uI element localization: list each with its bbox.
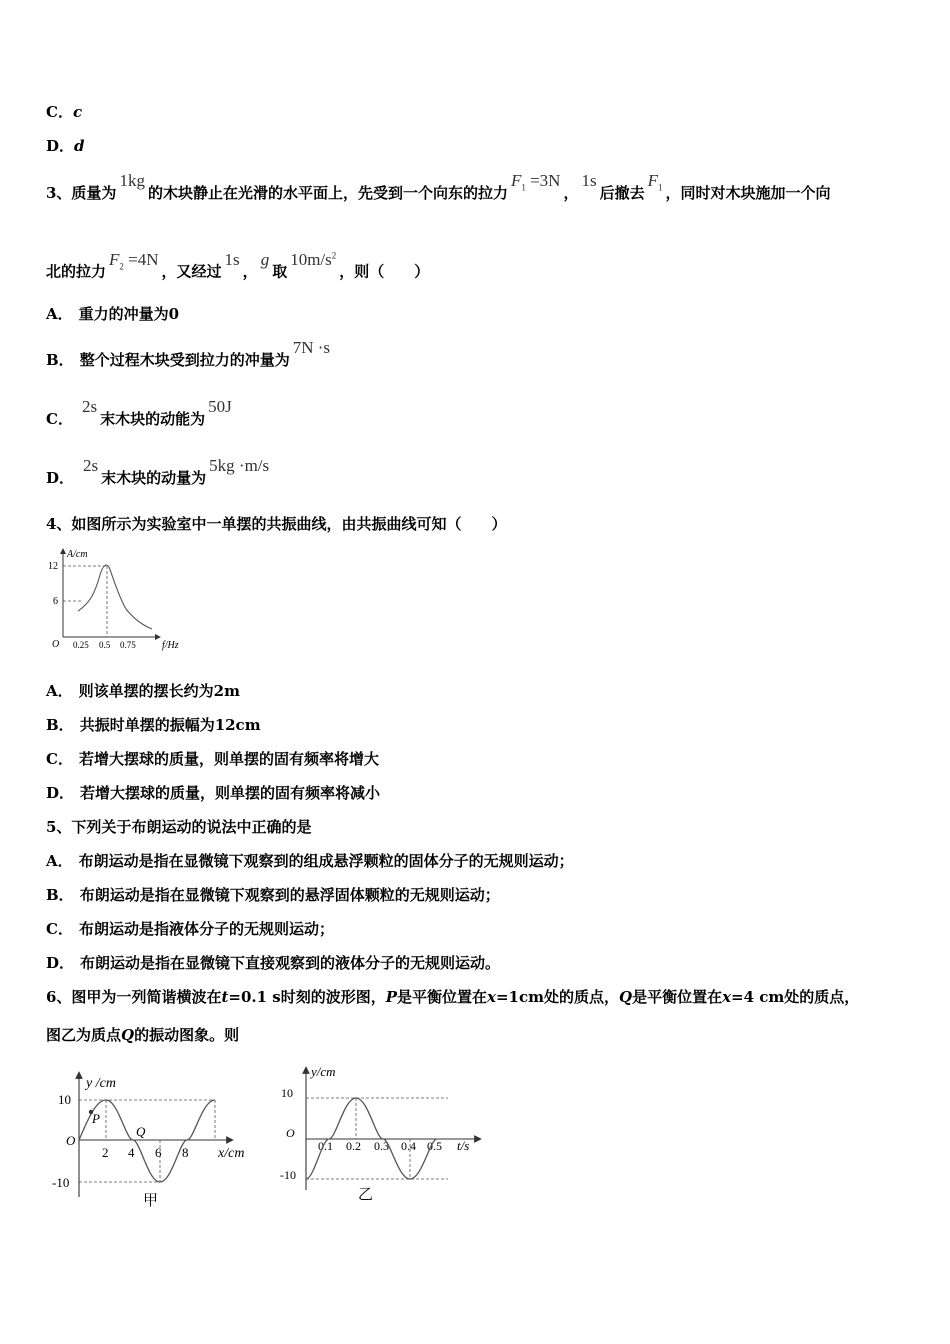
- option-text: c: [72, 103, 83, 121]
- t-tick-03: 0.3: [374, 1139, 389, 1153]
- q3-stem-line2: [46, 249, 430, 288]
- stem-text: 的木块静止在光滑的水平面上，先受到一个向东的拉力: [147, 184, 508, 202]
- stem-variable: t: [221, 988, 229, 1006]
- q3-stem-line1: [46, 171, 831, 209]
- origin-label: O: [66, 1133, 76, 1148]
- stem-text: 后撤去: [599, 184, 645, 202]
- stem-text: 5、下列关于布朗运动的说法中正确的是: [46, 818, 312, 836]
- math-mass: 1kg: [119, 171, 145, 190]
- stem-text: 是平衡位置在: [632, 988, 723, 1006]
- x-axis-label: f/Hz: [162, 640, 179, 651]
- stem-text: ，则（ ）: [339, 262, 430, 281]
- stem-variable: x: [487, 988, 496, 1006]
- math-subscript: 1: [521, 182, 526, 193]
- math-acceleration: [290, 250, 336, 269]
- origin-label: O: [52, 639, 60, 650]
- resonance-curve: [78, 565, 152, 629]
- option-label: C．: [46, 410, 73, 428]
- x-tick-025: 0.25: [73, 640, 89, 650]
- option-text: 布朗运动是指在显微镜下直接观察到的液体分子的无规则运动。: [80, 954, 501, 972]
- x-tick-05: 0.5: [99, 640, 111, 650]
- math-subscript: 2: [119, 261, 124, 272]
- option-text: 布朗运动是指在显微镜下观察到的悬浮固体颗粒的无规则运动；: [79, 886, 500, 904]
- option-text: 末木块的动量为: [101, 469, 207, 487]
- option-label: D．: [46, 137, 75, 155]
- q4-option-a: [46, 681, 240, 701]
- q5-stem: [46, 817, 311, 837]
- y-axis-label: y/cm: [311, 1064, 336, 1079]
- option-label: A．: [46, 682, 73, 700]
- option-label: D．: [46, 954, 75, 972]
- x-tick-8: 8: [182, 1145, 189, 1160]
- q4-stem: [46, 514, 506, 534]
- math-force-symbol: [647, 171, 663, 193]
- origin-label: O: [286, 1126, 295, 1140]
- vibration-graph-yi: [280, 1062, 495, 1207]
- x-axis-label: x/cm: [218, 1146, 245, 1161]
- y-axis-label: y /cm: [86, 1076, 116, 1091]
- option-label: B．: [46, 886, 74, 904]
- q4-option-c: [46, 749, 379, 769]
- stem-text: 3、质量为: [46, 184, 117, 202]
- resonance-curve-figure: [40, 545, 200, 655]
- y-tick-12: 12: [48, 561, 58, 572]
- q5-option-b: [46, 885, 500, 905]
- q5-option-c: [46, 919, 334, 939]
- math-symbol: F: [510, 171, 522, 190]
- point-p-label: P: [92, 1111, 100, 1126]
- math-value: 10m/s: [290, 249, 332, 269]
- option-text: 若增大摆球的质量，则单摆的固有频率将增大: [78, 750, 379, 768]
- stem-text: 取: [272, 262, 288, 281]
- wave-graph-jia: [40, 1065, 280, 1210]
- q2-option-d: [46, 136, 85, 156]
- math-force-f2: [109, 249, 159, 272]
- stem-text: =0.1 s时刻的波形图，: [228, 988, 386, 1006]
- math-gravity: g: [260, 249, 270, 269]
- option-label: B．: [46, 716, 74, 734]
- x-tick-2: 2: [102, 1145, 109, 1160]
- x-tick-6: 6: [155, 1145, 162, 1160]
- stem-text: ，: [563, 184, 579, 202]
- stem-variable: x: [722, 988, 732, 1006]
- stem-text: =1cm处的质点，: [495, 988, 619, 1006]
- option-text: 末木块的动能为: [100, 410, 206, 428]
- stem-text: ，: [242, 262, 258, 281]
- math-superscript: 2: [331, 250, 337, 260]
- math-time: 1s: [224, 249, 240, 269]
- math-value: =4N: [123, 249, 159, 269]
- stem-text: ，同时对木块施加一个向: [665, 184, 831, 202]
- q3-option-c: [46, 397, 235, 429]
- stem-text: 北的拉力: [46, 262, 107, 281]
- q6-stem-line2: [46, 1025, 239, 1045]
- point-q-label: Q: [136, 1124, 146, 1139]
- stem-text: ，又经过: [161, 262, 222, 281]
- stem-variable: Q: [619, 988, 633, 1006]
- math-force-f1: [510, 171, 561, 193]
- q4-option-d: [46, 783, 380, 803]
- math-symbol: F: [647, 171, 659, 190]
- option-text: 布朗运动是指液体分子的无规则运动；: [78, 920, 334, 938]
- y-tick-minus10: -10: [52, 1175, 70, 1190]
- option-label: A．: [46, 305, 73, 323]
- stem-text: 的振动图象。则: [134, 1026, 240, 1044]
- option-label: D．: [46, 469, 75, 487]
- option-label: C．: [46, 920, 73, 938]
- q6-stem-line1: [46, 987, 859, 1007]
- option-text: d: [74, 137, 85, 155]
- option-text: 整个过程木块受到拉力的冲量为: [79, 351, 290, 369]
- t-axis-label: t/s: [457, 1138, 470, 1153]
- math-value: =3N: [525, 171, 561, 190]
- q4-option-b: [46, 715, 261, 735]
- t-tick-04: 0.4: [401, 1139, 416, 1153]
- option-label: B．: [46, 351, 74, 369]
- stem-variable: Q: [121, 1026, 135, 1044]
- option-label: C．: [46, 750, 73, 768]
- math-time: 1s: [581, 171, 597, 190]
- option-text: 布朗运动是指在显微镜下观察到的组成悬浮颗粒的固体分子的无规则运动；: [78, 852, 574, 870]
- t-tick-01: 0.1: [318, 1139, 333, 1153]
- option-text: 共振时单摆的振幅为12cm: [79, 716, 261, 734]
- option-math-pre: 2s: [83, 456, 99, 475]
- option-math: 7N ·s: [292, 338, 331, 357]
- q5-option-d: [46, 953, 500, 973]
- option-label: A．: [46, 852, 73, 870]
- t-tick-05: 0.5: [427, 1139, 442, 1153]
- option-math-pre: 2s: [81, 397, 98, 416]
- stem-variable: P: [385, 988, 398, 1006]
- math-subscript: 1: [658, 182, 663, 193]
- y-axis-label: A/cm: [67, 549, 88, 560]
- stem-text: 是平衡位置在: [397, 988, 488, 1006]
- stem-text: 4、如图所示为实验室中一单摆的共振曲线，由共振曲线可知（ ）: [46, 515, 507, 533]
- stem-text: =4 cm处的质点，: [731, 988, 860, 1006]
- option-label: D．: [46, 784, 75, 802]
- option-math: 5kg ·m/s: [209, 456, 270, 475]
- q3-option-d: [46, 456, 272, 488]
- y-tick-10: 10: [58, 1092, 71, 1107]
- y-tick-minus10: -10: [280, 1168, 296, 1182]
- q2-option-c: [46, 102, 82, 122]
- option-math: 50J: [208, 397, 232, 416]
- q3-option-b: [46, 338, 333, 370]
- figure-caption-jia: 甲: [143, 1193, 159, 1209]
- option-text: 若增大摆球的质量，则单摆的固有频率将减小: [80, 784, 381, 802]
- stem-text: 图乙为质点: [46, 1026, 122, 1044]
- x-tick-075: 0.75: [120, 640, 136, 650]
- option-text: 则该单摆的摆长约为2m: [78, 682, 240, 700]
- q3-option-a: [46, 304, 179, 324]
- figure-caption-yi: 乙: [358, 1187, 374, 1203]
- math-symbol: F: [109, 249, 120, 269]
- t-tick-02: 0.2: [346, 1139, 361, 1153]
- option-label: C．: [46, 103, 73, 121]
- y-tick-10: 10: [281, 1086, 293, 1100]
- x-tick-4: 4: [128, 1145, 135, 1160]
- y-tick-6: 6: [53, 596, 58, 607]
- stem-text: 6、图甲为一列简谐横波在: [46, 988, 222, 1006]
- q5-option-a: [46, 851, 574, 871]
- option-text: 重力的冲量为0: [78, 305, 180, 323]
